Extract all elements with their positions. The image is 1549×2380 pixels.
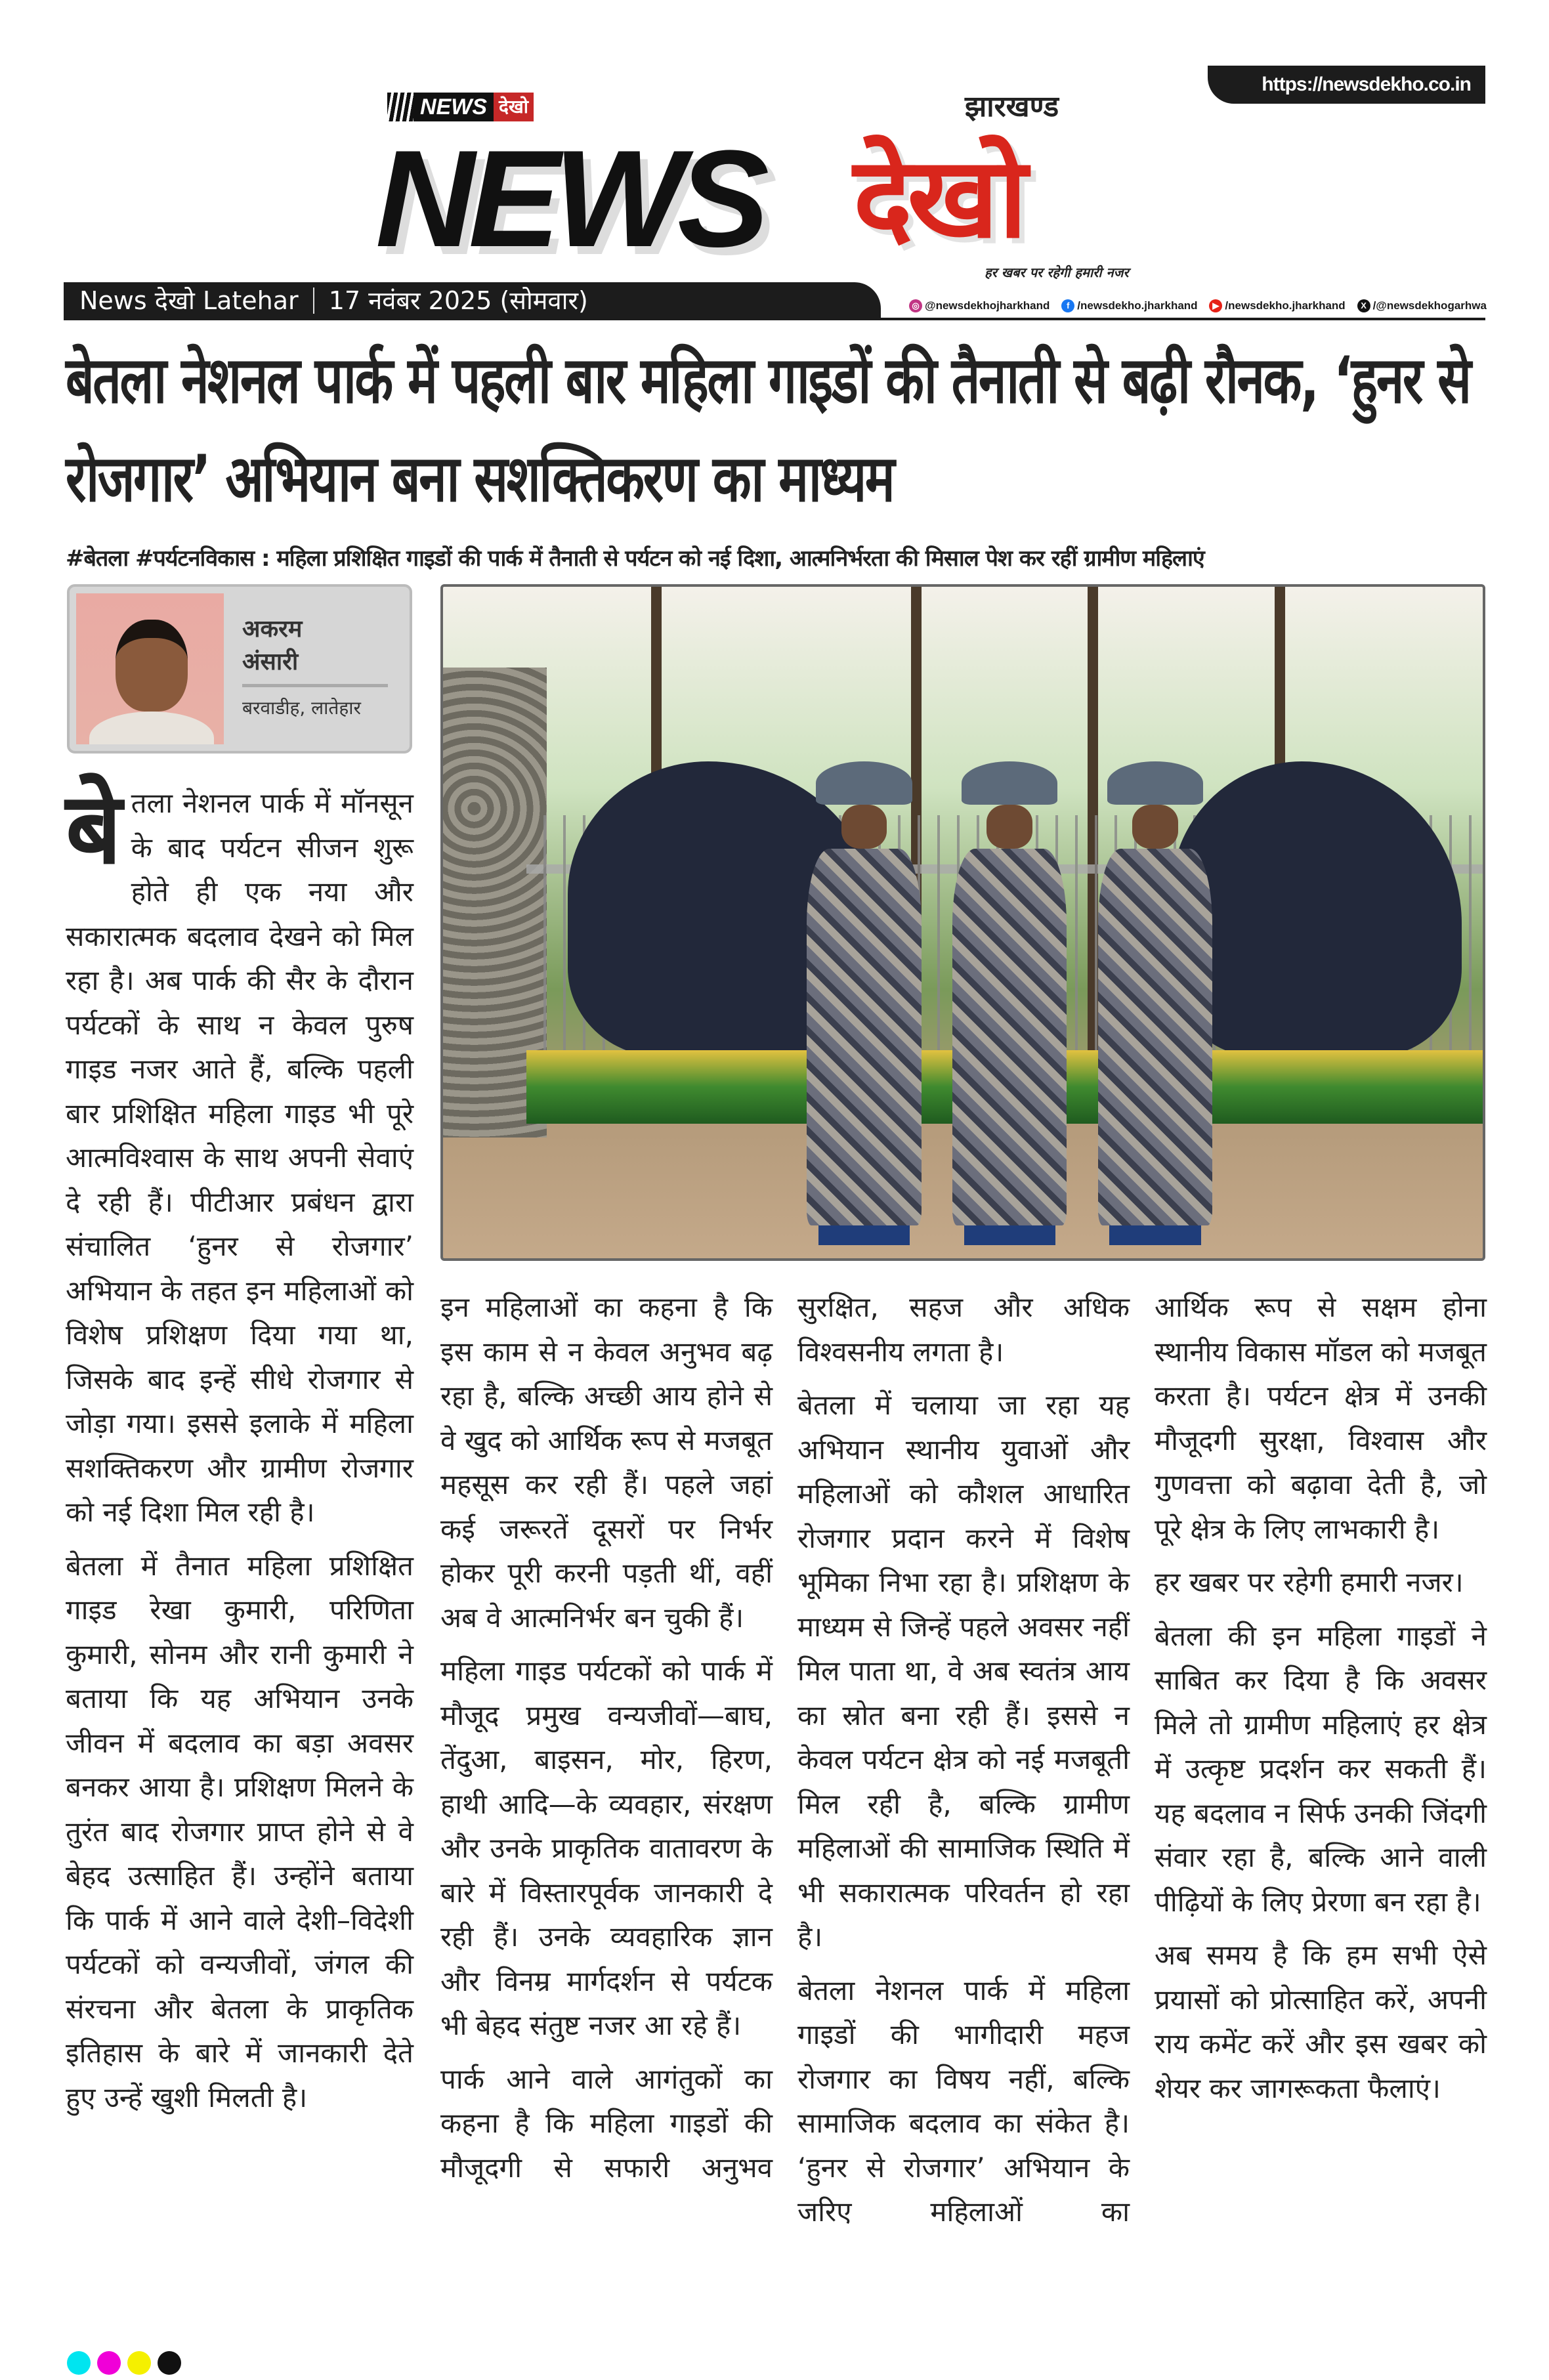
guide-figure [807,761,921,1245]
social-links [909,297,1487,315]
paragraph: बेतला नेशनल पार्क में मॉनसून के बाद पर्यटन सीजन शुरू होते ही एक नया और सकारात्मक बदलाव देखने को मिल रहा है। अब पार्क की सैर के दौरान पर्यटकों के साथ न केवल पुरुष गाइड नजर आते हैं, बल्कि पहली बार प्रशिक्षित महिला गाइड भी पूरे आत्मविश्वास के साथ अपनी सेवाएं दे रही हैं। पीटीआर प्रबंधन द्वारा संचालित ‘हुनर से रोजगार’ अभियान के तहत इन महिलाओं को विशेष प्रशिक्षण दिया गया था, जिसके बाद इन्हें सीधे रोजगार से जोड़ा गया। इससे इलाके में महिला सशक्तिकरण और ग्रामीण रोजगार को नई दिशा मिल रही है। [66,772,414,1528]
social-facebook[interactable] [1061,297,1197,315]
cyan-dot [67,2351,91,2375]
article-column-3 [797,1285,1130,2243]
author-name-last: अंसारी [242,648,299,675]
paragraph: बेतला की इन महिला गाइडों ने साबित कर दिया है कि अवसर मिले तो ग्रामीण महिलाएं हर क्षेत्र में उत्कृष्ट प्रदर्शन कर सकती हैं। यह बदलाव न सिर्फ उनकी जिंदगी संवार रहा है, बल्कि आने वाली पीढ़ियों के लिए प्रेरणा बन रहा है। [1155,1619,1487,1918]
logo-news: NEWS [375,121,763,276]
paragraph: बेतला में चलाया जा रहा यह अभियान स्थानीय युवाओं और महिलाओं को कौशल आधारित रोजगार प्रदान करने में विशेष भूमिका निभा रहा है। प्रशिक्षण के माध्यम से जिन्हें पहले अवसर नहीं मिल पाता था, वे अब स्वतंत्र आय का स्रोत बना रही हैं। इससे न केवल पर्यटन क्षेत्र को नई मजबूती मिल रही है, बल्कि ग्रामीण महिलाओं की सामाजिक स्थिति में भी सकारात्मक परिवर्तन हो रहा है। [797,1389,1130,1953]
author-photo [76,593,224,744]
headline: बेतला नेशनल पार्क में पहली बार महिला गाइडों की तैनाती से बढ़ी रौनक, ‘हुनर से रोजगार’ अभियान बना सशक्तिकरण का माध्यम [66,343,1470,517]
tagline: हर खबर पर रहेगी हमारी नजर [985,265,1129,280]
paragraph: बेतला में तैनात महिला प्रशिक्षित गाइड रेखा कुमारी, परिणिता कुमारी, सोनम और रानी कुमारी ने बताया कि यह अभियान उनके जीवन में बदलाव का बड़ा अवसर बनकर आया है। प्रशिक्षण मिलने के तुरंत बाद रोजगार प्राप्त होने से वे बेहद उत्साहित हैं। उन्होंने बताया कि पार्क में आने वाले देशी–विदेशी पर्यटकों को वन्यजीवों, जंगल की संरचना और बेतला के प्राकृतिक इतिहास के बारे में जानकारी देते हुए उन्हें खुशी मिलती है। [66,1549,414,2114]
instagram-icon: ◎ [909,299,922,312]
paragraph: बेतला नेशनल पार्क में महिला गाइडों की भागीदारी महज रोजगार का विषय नहीं, बल्कि सामाजिक बदलाव का संकेत है। ‘हुनर से रोजगार’ अभियान के जरिए महिलाओं का [797,1974,1130,2228]
paragraph: आर्थिक रूप से सक्षम होना स्थानीय विकास मॉडल को मजबूत करता है। पर्यटन क्षेत्र में उनकी मौजूदगी सुरक्षा, विश्वास और गुणवत्ता को बढ़ावा देती है, जो पूरे क्षेत्र के लिए लाभकारी है। [1155,1291,1487,1545]
article-column-2 [440,1285,773,2199]
logo-stripes-icon [387,93,414,121]
author-name-first: अकरम [242,616,303,643]
logo-region: झारखण्ड [965,90,1059,123]
social-handle: /newsdekho.jharkhand [1225,299,1346,312]
paragraph: पार्क आने वाले आगंतुकों का कहना है कि महिला गाइडों की मौजूदगी से सफारी अनुभव [440,2062,773,2184]
social-instagram[interactable] [909,297,1050,315]
black-dot [158,2351,181,2375]
mini-logo-dekho: देखो [494,93,534,121]
edition-name: News देखो Latehar [79,286,299,315]
article-column-4 [1155,1285,1487,2119]
social-handle: @newsdekhojharkhand [925,299,1050,312]
facebook-icon: f [1061,299,1074,312]
buffalo-cutout-right [1171,761,1462,1057]
paragraph: इन महिलाओं का कहना है कि इस काम से न केवल अनुभव बढ़ रहा है, बल्कि अच्छी आय होने से वे खुद को आर्थिक रूप से मजबूत महसूस कर रही हैं। पहले जहां कई जरूरतें दूसरों पर निर्भर होकर पूरी करनी पड़ती थीं, वहीं अब वे आत्मनिर्भर बन चुकी हैं। [440,1291,773,1634]
divider [313,287,314,314]
logo-dekho: देखो [853,133,1023,263]
x-icon: X [1357,299,1370,312]
edition-bar [64,282,881,319]
yellow-dot [127,2351,151,2375]
guide-figure [952,761,1067,1245]
mini-logo-news: NEWS [414,93,494,121]
subheadline: #बेतला #पर्यटनविकास : महिला प्रशिक्षित गाइडों की पार्क में तैनाती से पर्यटन को नई दिशा, आत्मनिर्भरता की मिसाल पेश कर रहीं ग्रामीण महिलाएं [66,545,1204,572]
paragraph: अब समय है कि हम सभी ऐसे प्रयासों को प्रोत्साहित करें, अपनी राय कमेंट करें और इस खबर को शेयर कर जागरूकता फैलाएं। [1155,1939,1487,2104]
guide-figure [1098,761,1212,1245]
edition-date: 17 नवंबर 2025 (सोमवार) [328,286,588,315]
magenta-dot [97,2351,121,2375]
article-column-1 [66,772,414,2129]
dropcap: बे [66,772,122,886]
website-url[interactable]: https://newsdekho.co.in [1208,66,1485,104]
social-handle: /@newsdekhogarhwa [1372,299,1487,312]
author-location: बरवाडीह, लातेहार [242,697,361,719]
paragraph: हर खबर पर रहेगी हमारी नजर। [1155,1566,1464,1598]
header-rule [64,318,1485,320]
cmyk-registration-marks [67,2351,181,2375]
paragraph: सुरक्षित, सहज और अधिक विश्वसनीय लगता है। [797,1291,1130,1368]
divider [242,684,388,687]
author-box [67,584,412,754]
social-handle: /newsdekho.jharkhand [1077,299,1198,312]
youtube-icon: ▶ [1209,299,1222,312]
mini-logo [387,92,534,122]
article-photo [440,584,1485,1261]
social-youtube[interactable] [1209,297,1345,315]
paragraph: महिला गाइड पर्यटकों को पार्क में मौजूद प्रमुख वन्यजीवों—बाघ, तेंदुआ, बाइसन, मोर, हिरण, हाथी आदि—के व्यवहार, संरक्षण और उनके प्राकृतिक वातावरण के बारे में विस्तारपूर्वक जानकारी दे रही हैं। उनके व्यवहारिक ज्ञान और विनम्र मार्गदर्शन से पर्यटक भी बेहद संतुष्ट नजर आ रहे हैं। [440,1655,773,2041]
social-x[interactable] [1357,297,1487,315]
